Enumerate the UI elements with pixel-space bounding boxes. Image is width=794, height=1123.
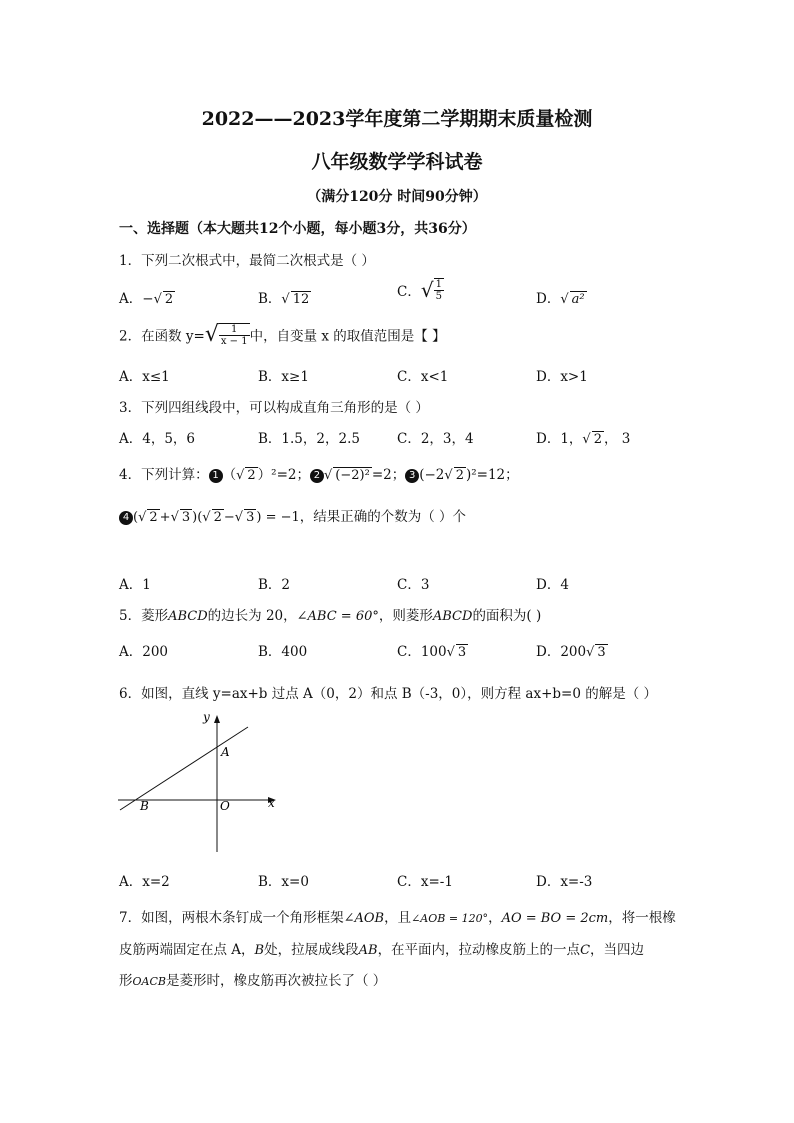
q2-option-b: B．x≥1 xyxy=(258,369,309,385)
q1-option-b: B．√ 12 xyxy=(258,291,310,307)
q6-option-b: B．x=0 xyxy=(258,874,309,890)
q1-option-a: A．−√ 2 xyxy=(119,291,174,307)
section-heading: 一、选择题（本大题共12个小题，每小题3分，共36分） xyxy=(119,221,476,237)
exam-subtitle: 八年级数学学科试卷 xyxy=(311,151,483,173)
q4-option-d: D．4 xyxy=(536,577,569,593)
question-3-stem: 3．下列四组线段中，可以构成直角三角形的是（ ） xyxy=(119,400,429,416)
q6-option-a: A．x=2 xyxy=(119,874,170,890)
exam-title: 2022——2023学年度第二学期期末质量检测 xyxy=(201,108,593,130)
question-7-line-1: 7．如图，两根木条钉成一个角形框架∠AOB，且∠AOB = 120°，AO = BO = 2cm，将一根橡 xyxy=(119,910,676,926)
q5-option-b: B．400 xyxy=(258,644,308,660)
q6-option-d: D．x=-3 xyxy=(536,874,593,890)
question-4-line-1: 4．下列计算： 1 （√ 2 ）²=2； 2 √ (−2)² =2； 3 (−2√ 2 )²=12； xyxy=(119,467,519,483)
circled-2: 2 xyxy=(310,469,324,483)
question-2-stem: 2．在函数 y=√ $\frac{1}{x - 1}$ 中，自变量 x 的取值范围是【 】 xyxy=(119,322,446,347)
exam-info: （满分120分 时间90分钟） xyxy=(307,189,487,205)
q4-option-b: B．2 xyxy=(258,577,291,593)
q1-option-c: C．√ $\frac{1}{5}$ xyxy=(397,278,442,302)
q3-option-c: C．2，3，4 xyxy=(397,431,474,447)
label-y: y xyxy=(203,710,210,724)
q3-option-a: A．4，5，6 xyxy=(119,431,196,447)
question-6-stem: 6．如图，直线 y=ax+b 过点 A（0，2）和点 B（-3，0），则方程 ax+b=0 的解是（ ） xyxy=(119,686,658,702)
question-4-line-2: 4 (√ 2 +√ 3 )(√ 2 −√ 3 ) = −1，结果正确的个数为（ ）个 xyxy=(119,505,466,525)
label-point-a: A xyxy=(221,745,230,759)
circled-4: 4 xyxy=(119,511,133,525)
q2-option-d: D．x>1 xyxy=(536,369,588,385)
question-1-stem: 1．下列二次根式中，最简二次根式是（ ） xyxy=(119,253,375,269)
q3-option-b: B．1.5，2，2.5 xyxy=(258,431,360,447)
label-point-b: B xyxy=(140,799,149,813)
q6-line-graph xyxy=(110,706,285,856)
q5-option-c: C．100√ 3 xyxy=(397,644,467,660)
q2-option-c: C．x<1 xyxy=(397,369,449,385)
question-5-stem: 5．菱形ABCD的边长为 20，∠ABC = 60°，则菱形ABCD的面积为( ) xyxy=(119,608,542,624)
label-origin: O xyxy=(220,799,230,813)
q5-option-a: A．200 xyxy=(119,644,169,660)
question-7-line-3: 形OACB是菱形时，橡皮筋再次被拉长了（ ） xyxy=(119,973,387,989)
label-x: x xyxy=(268,796,275,810)
circled-1: 1 xyxy=(209,469,223,483)
q1-option-d: D．√ a² xyxy=(536,291,585,307)
q3-option-d: D．1，√ 2 ， 3 xyxy=(536,431,631,447)
q6-option-c: C．x=-1 xyxy=(397,874,453,890)
q5-option-d: D．200√ 3 xyxy=(536,644,606,660)
q4-option-a: A．1 xyxy=(119,577,151,593)
circled-3: 3 xyxy=(405,469,419,483)
question-7-line-2: 皮筋两端固定在点 A，B处，拉展成线段AB，在平面内，拉动橡皮筋上的一点C，当四边 xyxy=(119,942,645,958)
y-axis-arrow xyxy=(214,715,220,723)
q2-option-a: A．x≤1 xyxy=(119,369,170,385)
q4-option-c: C．3 xyxy=(397,577,430,593)
line-ax-plus-b xyxy=(120,727,248,810)
